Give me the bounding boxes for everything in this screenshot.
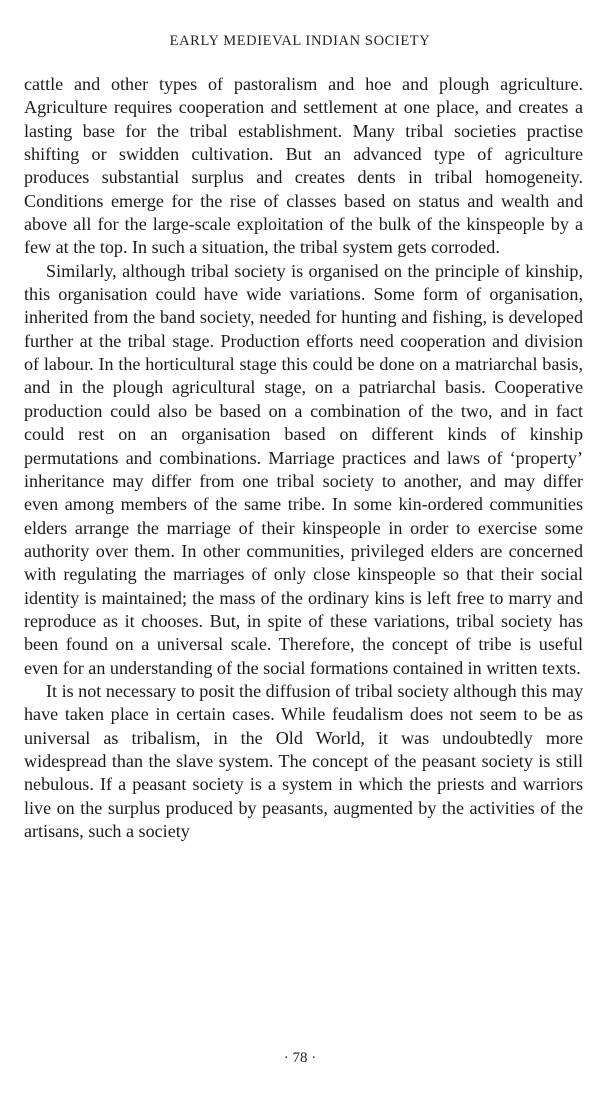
body-text (24, 73, 583, 843)
paragraph: cattle and other types of pastoralism and hoe and plough agriculture. Agriculture requires cooperation and settlement at one place, and creates a lasting base for the tribal establishment. Many tribal societies practise shifting or swidden cultivation. But an advanced type of agriculture produces substantial surplus and creates dents in tribal homogeneity. Conditions emerge for the rise of classes based on status and wealth and above all for the large-scale exploitation of the bulk of the kinspeople by a few at the top. In such a situation, the tribal system gets corroded. (24, 74, 583, 258)
page-number: · 78 · (283, 1050, 317, 1066)
paragraph: Similarly, although tribal society is organised on the principle of kinship, this organisation could have wide variations. Some form of organisation, inherited from the band society, needed for hunting and fishing, is developed further at the tribal stage. Production efforts need cooperation and division of labour. In the horticultural stage this could be done on a matriarchal basis, and in the plough agricultural stage, on a patriarchal basis. Cooperative production could also be based on a combination of the two, and in fact could rest on an organisation based on different kinds of kinship permutations and combinations. Marriage practices and laws of ‘property’ inheritance may differ from one tribal society to another, and may differ even among members of the same tribe. In some kin-ordered communities elders arrange the marriage of their kinspeople in order to exercise some authority over them. In other communities, privileged elders are concerned with regulating the marriages of only close kinspeople so that their social identity is maintained; the mass of the ordinary kins is left free to marry and reproduce as it chooses. But, in spite of these variations, tribal society has been found on a universal scale. Therefore, the concept of tribe is useful even for an understanding of the social formations contained in written texts. (24, 260, 583, 678)
paragraph: It is not necessary to posit the diffusion of tribal society although this may have taken place in certain cases. While feudalism does not seem to be as universal as tribalism, in the Old World, it was undoubtedly more widespread than the slave system. The concept of the peasant society is still nebulous. If a peasant society is a system in which the priests and warriors live on the surplus produced by peasants, augmented by the activities of the artisans, such a society (24, 680, 583, 841)
running-head: EARLY MEDIEVAL INDIAN SOCIETY (169, 33, 431, 49)
